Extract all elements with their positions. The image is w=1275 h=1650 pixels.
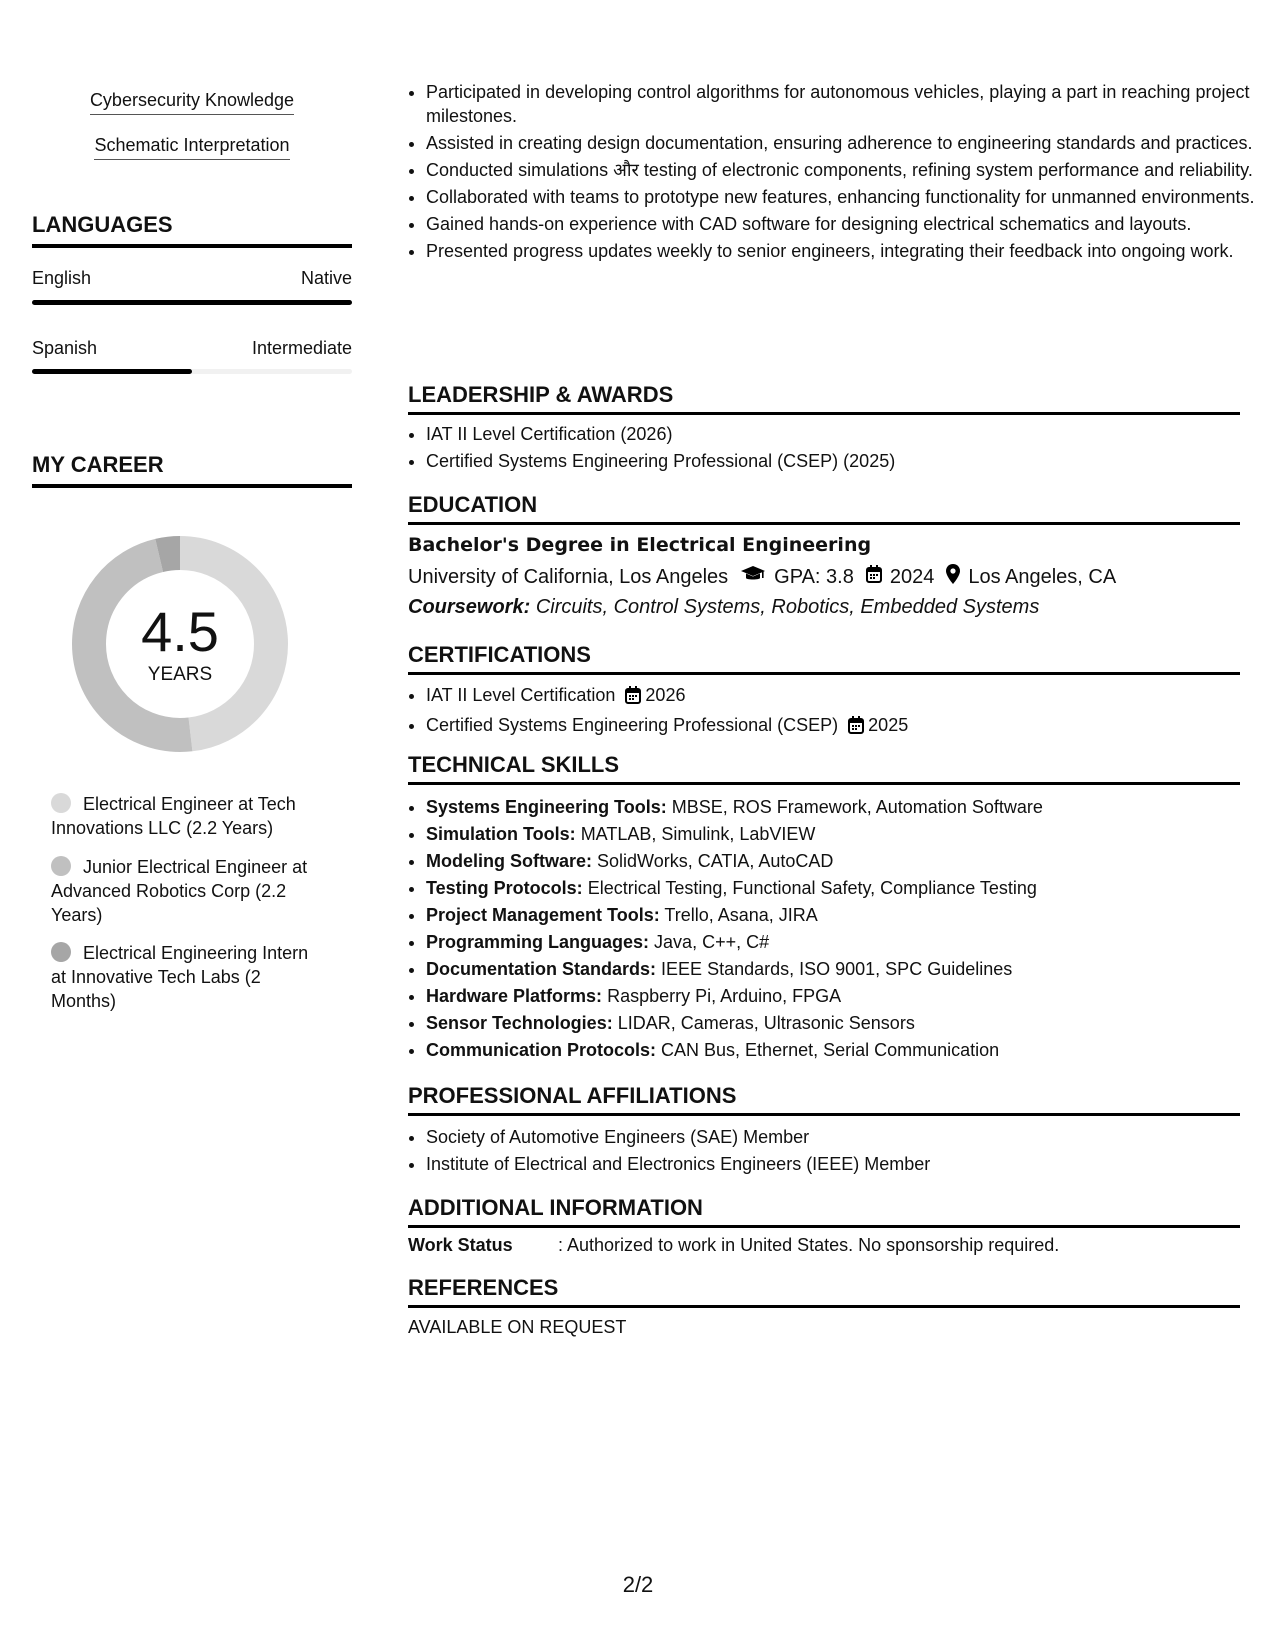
list-item: • Collaborated with teams to prototype new features, enhancing functionality for unmanned environments. bbox=[426, 185, 1258, 209]
graduation-year: 2024 bbox=[889, 565, 935, 588]
legend-dot-icon bbox=[51, 793, 71, 813]
graduation-cap-icon bbox=[740, 565, 766, 589]
list-item: • Gained hands-on experience with CAD software for designing electrical schematics and layouts. bbox=[426, 212, 1258, 236]
career-legend-item: Junior Electrical Engineer at Advanced Robotics Corp (2.2 Years) bbox=[51, 857, 308, 925]
work-status-value: : Authorized to work in United States. No sponsorship required. bbox=[558, 1235, 1060, 1255]
list-item: • Project Management Tools: Trello, Asana, JIRA bbox=[426, 903, 1258, 927]
list-item: • Testing Protocols: Electrical Testing, Functional Safety, Compliance Testing bbox=[426, 876, 1258, 900]
list-item: • Hardware Platforms: Raspberry Pi, Arduino, FPGA bbox=[426, 984, 1258, 1008]
list-item: • Assisted in creating design documentation, ensuring adherence to engineering standards and practices. bbox=[426, 131, 1258, 155]
proficiency-fill bbox=[32, 369, 192, 374]
leadership-list bbox=[408, 422, 1258, 473]
school-name: University of California, Los Angeles bbox=[408, 565, 729, 588]
career-total-value: 4.5 bbox=[141, 600, 219, 663]
list-item: • Presented progress updates weekly to senior engineers, integrating their feedback into ongoing work. bbox=[426, 239, 1258, 263]
gpa: GPA: 3.8 bbox=[774, 565, 854, 588]
affiliations-heading: PROFESSIONAL AFFILIATIONS bbox=[408, 1083, 1240, 1116]
references-text: AVAILABLE ON REQUEST bbox=[408, 1317, 627, 1337]
list-item: • Conducted simulations और testing of electronic components, refining system performance and reliability. bbox=[426, 158, 1258, 182]
languages-heading: LANGUAGES bbox=[32, 212, 352, 248]
language-name: English bbox=[32, 268, 92, 288]
certifications-heading: CERTIFICATIONS bbox=[408, 642, 1240, 675]
list-item: • Systems Engineering Tools: MBSE, ROS Framework, Automation Software bbox=[426, 795, 1258, 819]
list-item: • Certified Systems Engineering Professional (CSEP) (2025) bbox=[426, 449, 1258, 473]
legend-dot-icon bbox=[51, 942, 71, 962]
list-item: • Certified Systems Engineering Professional (CSEP) 2025 bbox=[426, 713, 1258, 740]
coursework bbox=[408, 596, 1039, 619]
list-item: • Participated in developing control algorithms for autonomous vehicles, playing a part in reaching project milestones. bbox=[426, 80, 1258, 128]
list-item: • Communication Protocols: CAN Bus, Ethernet, Serial Communication bbox=[426, 1038, 1258, 1062]
language-proficiency-bar bbox=[32, 300, 352, 305]
language-proficiency-bar bbox=[32, 369, 352, 374]
education-heading: EDUCATION bbox=[408, 492, 1240, 525]
calendar-icon bbox=[625, 686, 641, 710]
location-pin-icon bbox=[946, 564, 960, 590]
skill-tag: Schematic Interpretation bbox=[32, 133, 352, 160]
affiliations-list bbox=[408, 1125, 1258, 1176]
list-item: • Programming Languages: Java, C++, C# bbox=[426, 930, 1258, 954]
career-donut-chart bbox=[66, 530, 294, 758]
references-heading: REFERENCES bbox=[408, 1275, 1240, 1308]
language-name: Spanish bbox=[32, 338, 98, 358]
work-status-label: Work Status bbox=[408, 1235, 513, 1255]
career-heading: MY CAREER bbox=[32, 452, 352, 488]
legend-dot-icon bbox=[51, 856, 71, 876]
coursework-label: Coursework: bbox=[408, 596, 531, 618]
proficiency-fill bbox=[32, 300, 352, 305]
work-status bbox=[408, 1235, 1059, 1256]
skill-tag: Cybersecurity Knowledge bbox=[32, 88, 352, 115]
list-item: • IAT II Level Certification (2026) bbox=[426, 422, 1258, 446]
career-total-unit: YEARS bbox=[147, 664, 213, 685]
leadership-heading: LEADERSHIP & AWARDS bbox=[408, 382, 1240, 415]
technical-skills-heading: TECHNICAL SKILLS bbox=[408, 752, 1240, 785]
list-item: • IAT II Level Certification 2026 bbox=[426, 683, 1258, 710]
additional-info-heading: ADDITIONAL INFORMATION bbox=[408, 1195, 1240, 1228]
list-item: • Modeling Software: SolidWorks, CATIA, AutoCAD bbox=[426, 849, 1258, 873]
education-location: Los Angeles, CA bbox=[968, 565, 1117, 588]
language-row bbox=[32, 268, 352, 289]
career-legend-item: Electrical Engineer at Tech Innovations LLC (2.2 Years) bbox=[51, 794, 296, 838]
coursework-value: Circuits, Control Systems, Robotics, Embedded Systems bbox=[535, 596, 1040, 618]
technical-skills-list bbox=[408, 795, 1258, 1062]
career-legend-item: Electrical Engineering Intern at Innovative Tech Labs (2 Months) bbox=[51, 943, 309, 1011]
list-item: • Institute of Electrical and Electronics Engineers (IEEE) Member bbox=[426, 1152, 1258, 1176]
degree-title: Bachelor's Degree in Electrical Engineering bbox=[408, 534, 872, 556]
experience-bullets bbox=[408, 80, 1258, 266]
list-item: • Documentation Standards: IEEE Standards, ISO 9001, SPC Guidelines bbox=[426, 957, 1258, 981]
list-item: • Society of Automotive Engineers (SAE) Member bbox=[426, 1125, 1258, 1149]
language-row bbox=[32, 338, 352, 359]
page-number: 2/2 bbox=[622, 1572, 654, 1597]
calendar-icon bbox=[848, 716, 864, 740]
certifications-list bbox=[408, 683, 1258, 740]
donut-center bbox=[66, 530, 294, 758]
language-level: Intermediate bbox=[251, 338, 352, 358]
education-meta bbox=[408, 564, 1116, 590]
list-item: • Simulation Tools: MATLAB, Simulink, LabVIEW bbox=[426, 822, 1258, 846]
language-level: Native bbox=[300, 268, 352, 288]
list-item: • Sensor Technologies: LIDAR, Cameras, Ultrasonic Sensors bbox=[426, 1011, 1258, 1035]
calendar-icon bbox=[866, 565, 882, 589]
